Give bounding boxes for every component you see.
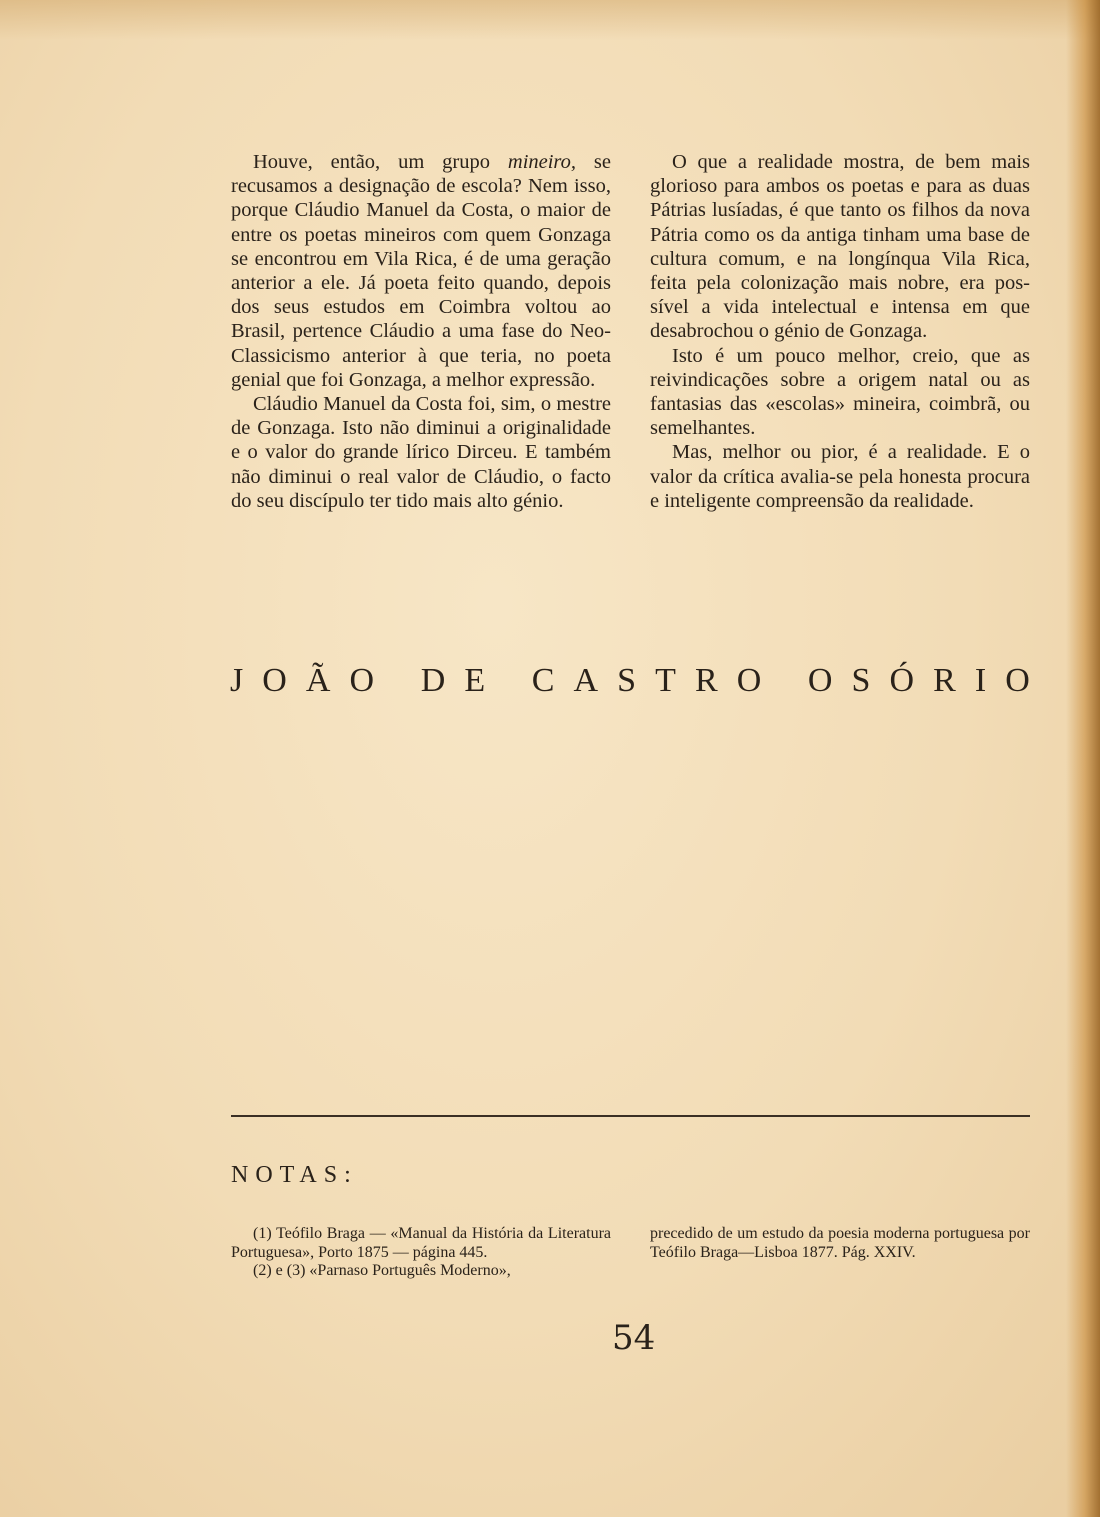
footnote: (1) Teófilo Braga — «Manual da História da Literatura Portuguesa», Porto 1875 — página 445. <box>231 1225 611 1261</box>
signature-letter: D <box>420 662 446 699</box>
right-text-column <box>650 150 1030 513</box>
paper-edge-right <box>1066 0 1100 1517</box>
signature-letter: A <box>573 662 599 699</box>
signature-letter: O <box>349 662 375 699</box>
signature-space <box>504 662 513 700</box>
signature-letter: E <box>464 662 486 699</box>
notes-heading: NOTAS: <box>231 1162 358 1188</box>
right-paragraph: Isto é um pouco melhor, creio, que as reivindicações sobre a origem natal ou as fantasias das «escolas» mineira, coimbrã, ou semelhantes. <box>650 344 1030 440</box>
right-paragraph: Mas, melhor ou pior, é a realidade. E o valor da crítica avalia-se pela honesta procura e inteligente compreensão da realidade. <box>650 441 1030 512</box>
left-text-column <box>231 150 611 513</box>
signature-letter: I <box>974 662 987 699</box>
signature-letter: Ã <box>305 662 331 699</box>
notes-left-column <box>231 1225 611 1281</box>
signature-space <box>780 662 789 700</box>
signature-letter: R <box>933 662 956 699</box>
footnote: precedido de um estudo da poesia moderna portuguesa por Teófilo Braga—Lisboa 1877. Pág. XXIV. <box>650 1225 1030 1261</box>
notes-divider <box>231 1115 1030 1117</box>
signature-letter: C <box>531 662 555 699</box>
left-paragraph: Houve, então, um grupo mineiro, se recusamos a designação de escola? Nem isso, porque Cláudio Manuel da Costa, o maior de entre os poetas mineiros com quem Gonzaga se encontrou em Vila Rica, é de uma geração anterior a ele. Já poeta feito quando, depois dos seus estudos em Coimbra voltou ao Brasil, pertence Cláudio a uma fase do Neo-Classicismo anterior à que teria, no poeta genial que foi Gonzaga, a melhor expressão. <box>231 151 611 391</box>
right-paragraph: O que a realidade mostra, de bem mais glorioso para ambos os poetas e para as duas Pátrias lusíadas, é que tanto os filhos da nova Pátria como os da antiga tinham uma base de cultura comum, e na longínqua Vila Rica, feita pela colonização mais nobre, era possível a vida intelectual e intensa em que desabrochou o génio de Gonzaga. <box>650 151 1030 343</box>
author-signature <box>230 662 1030 700</box>
left-paragraph: Cláudio Manuel da Costa foi, sim, o mestre de Gonzaga. Isto não diminui a originalidade e o valor do grande lírico Dirceu. E também não diminui o real valor de Cláudio, o facto do seu discípulo ter tido mais alto génio. <box>231 393 611 512</box>
signature-letter: O <box>262 662 287 699</box>
signature-letter: R <box>694 662 718 699</box>
footnote: (2) e (3) «Parnaso Português Moderno», <box>253 1262 511 1279</box>
paper-edge-top <box>0 0 1100 40</box>
signature-letter: T <box>655 662 676 699</box>
signature-space <box>393 662 402 700</box>
signature-letter: O <box>1005 662 1030 699</box>
emphasis-mineiro: mineiro, <box>507 151 577 173</box>
signature-letter: O <box>736 662 762 699</box>
signature-letter: S <box>617 662 637 699</box>
signature-letter: J <box>230 662 244 699</box>
signature-letter: O <box>807 662 833 699</box>
notes-right-column <box>650 1225 1030 1262</box>
signature-letter: Ó <box>889 662 915 699</box>
page-number: 54 <box>612 1318 656 1358</box>
signature-letter: S <box>851 662 871 699</box>
